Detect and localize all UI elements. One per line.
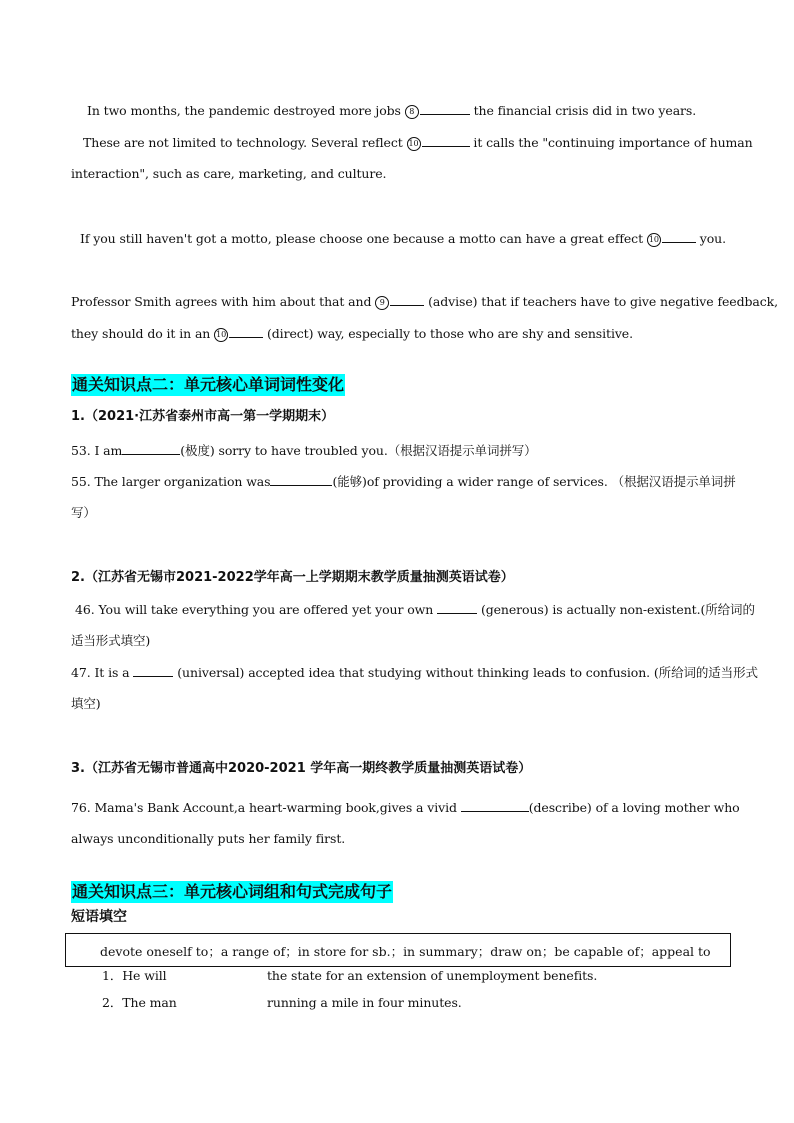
answer-blank[interactable] <box>122 442 180 455</box>
passage-line: they should do it in an 10 (direct) way, especially to those who are shy and sensitive. <box>71 326 633 341</box>
question-item-cont: 写） <box>71 505 96 520</box>
sentence-number: 1．He will <box>102 968 167 983</box>
question-item: 46. You will take everything you are offered yet your own (generous) is actually non-existent.(所给词的 <box>75 602 755 617</box>
answer-blank[interactable] <box>390 293 424 306</box>
question-item: 55. The larger organization was (能够)of providing a wider range of services. （根据汉语提示单词拼 <box>71 474 736 489</box>
passage-line: Professor Smith agrees with him about that and 9 (advise) that if teachers have to give negative feedback, <box>71 294 778 309</box>
section-subheading: 短语填空 <box>71 909 127 925</box>
answer-blank[interactable] <box>229 325 263 338</box>
answer-blank[interactable] <box>420 102 470 115</box>
circled-number: 10 <box>407 137 421 151</box>
sentence-rest: the state for an extension of unemployment benefits. <box>267 968 598 983</box>
circled-number: 10 <box>647 233 661 247</box>
passage-line: If you still haven't got a motto, please choose one because a motto can have a great effect 10 you. <box>80 231 726 246</box>
answer-blank[interactable] <box>270 473 332 486</box>
answer-blank[interactable] <box>422 134 470 147</box>
sentence-rest: running a mile in four minutes. <box>267 995 462 1010</box>
passage-line: In two months, the pandemic destroyed more jobs 8 the financial crisis did in two years. <box>87 103 697 118</box>
section-heading: 通关知识点三：单元核心词组和句式完成句子 <box>72 882 393 901</box>
question-item: 53. I am (极度) sorry to have troubled you.（根据汉语提示单词拼写） <box>71 443 537 458</box>
phrase-list: devote oneself to；a range of；in store for sb.；in summary；draw on；be capable of；appeal to <box>100 944 711 959</box>
section-heading: 通关知识点二：单元核心单词词性变化 <box>72 375 345 394</box>
phrase-box <box>65 933 731 967</box>
question-item: 47. It is a (universal) accepted idea that studying without thinking leads to confusion. (所给词的适当形式 <box>71 665 758 680</box>
passage-line: interaction", such as care, marketing, and culture. <box>71 166 387 181</box>
question-source: 2.（江苏省无锡市2021-2022学年高一上学期期末教学质量抽测英语试卷） <box>71 570 514 585</box>
question-item-cont: 适当形式填空) <box>71 633 151 648</box>
answer-blank[interactable] <box>133 664 173 677</box>
question-item-cont: 填空) <box>71 696 101 711</box>
question-item: 76. Mama's Bank Account,a heart-warming book,gives a vivid (describe) of a loving mother who <box>71 800 740 815</box>
question-source: 3.（江苏省无锡市普通高中2020-2021 学年高一期终教学质量抽测英语试卷） <box>71 761 532 776</box>
answer-blank[interactable] <box>437 601 477 614</box>
sentence-number: 2．The man <box>102 995 177 1010</box>
passage-line: These are not limited to technology. Several reflect 10 it calls the "continuing importance of human <box>83 135 753 150</box>
circled-number: 10 <box>214 328 228 342</box>
circled-number: 8 <box>405 105 419 119</box>
question-source: 1.（2021·江苏省泰州市高一第一学期期末） <box>71 409 335 424</box>
question-item-cont: always unconditionally puts her family first. <box>71 831 346 846</box>
circled-number: 9 <box>375 296 389 310</box>
answer-blank[interactable] <box>461 799 529 812</box>
answer-blank[interactable] <box>662 230 696 243</box>
